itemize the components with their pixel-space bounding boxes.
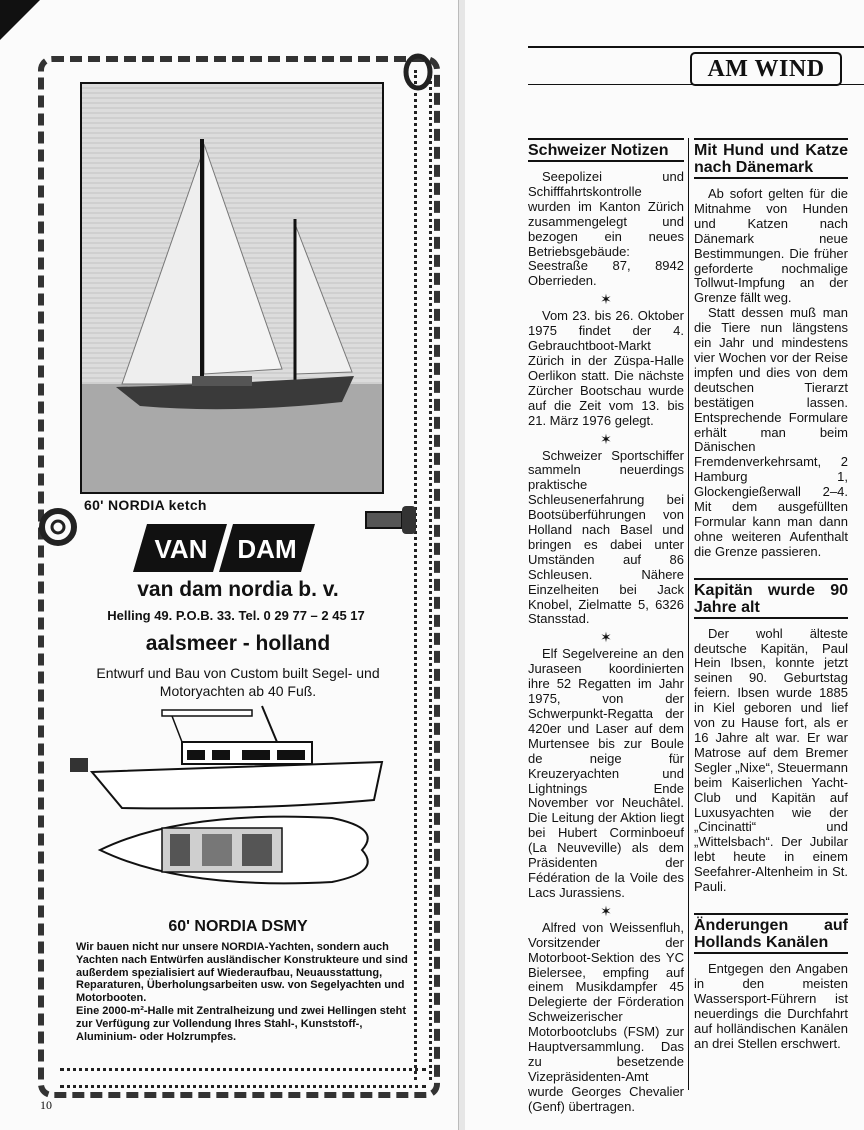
section-hollands-kanaelen bbox=[694, 913, 848, 1051]
heading-hund-katze: Mit Hund und Katze nach Dänemark bbox=[694, 138, 848, 179]
section-hund-katze bbox=[694, 138, 848, 560]
chain-border-right bbox=[414, 70, 432, 1080]
article-paragraph: Alfred von Weissenfluh, Vorsitzender der Motorboot-Sektion des YC Bielersee, empfing auf einem Musikdampfer 45 Delegierte der Förderation Schweizerischer Motorbootclubs (FSM) zur Hauptversammlung. Das zu besetzende Vizepräsidenten-Amt wurde Georges Chevalier (Genf) übertragen. bbox=[528, 919, 684, 1114]
chain-border-bottom bbox=[60, 1068, 426, 1088]
ad-body-text bbox=[76, 941, 416, 1043]
header-rule-bottom bbox=[528, 84, 864, 85]
article-paragraph: Seepolizei und Schifffahrtskontrolle wurden im Kanton Zürich zusammengelegt und bezogen ein neues Betriebsgebäude: Seestraße 87, 8942 Oberrieden. bbox=[528, 169, 684, 289]
heading-kapitaen: Kapitän wurde 90 Jahre alt bbox=[694, 578, 848, 619]
star-separator: ✶ bbox=[600, 291, 612, 308]
rope-ring-icon bbox=[36, 505, 80, 549]
star-separator: ✶ bbox=[600, 629, 612, 646]
page-spine bbox=[458, 0, 465, 1130]
article-paragraph: Schweizer Sportschiffer sammeln neuerdings praktische Schleusenerfahrung bei Bootsüberführungen von Holland nach Basel und bringen es dabei unter Umständen auf 86 Schleusen. Nähere Einzelheiten bei Jack Knobel, Zielmatte 5, 6326 Stansstad. bbox=[528, 447, 684, 627]
company-description: Entwurf und Bau von Custom built Segel- und Motoryachten ab 40 Fuß. bbox=[96, 665, 380, 699]
article-paragraph: Vom 23. bis 26. Oktober 1975 findet der 4. Gebrauchtboot-Markt Zürich in der Züspa-Halle Oerlikon statt. Die nächste Zürcher Bootschau wurde auf die Zeit vom 13. bis 21. März 1976 gelegt. bbox=[528, 308, 684, 428]
section-label: AM WIND bbox=[690, 52, 842, 86]
ketch-photo bbox=[80, 82, 384, 494]
company-city: aalsmeer - holland bbox=[145, 632, 331, 655]
logo-text-left: VAN bbox=[154, 534, 208, 564]
article-paragraph: Statt dessen muß man die Tiere nun längstens ein Jahr und mindestens vier Wochen vor der Reise impfen und dies von dem deutschen Tierarzt bestätigen lassen. Entsprechende Formulare erhält man beim Dänischen Fremdenverkehrsamt, 2 Hamburg 1, Glockengießerwall 2–4. Mit dem ausgefüllten Formular kann man dann ohne weiteren Aufenthalt die Grenze passieren. bbox=[694, 305, 848, 559]
article-paragraph: Ab sofort gelten für die Mitnahme von Hunden und Katzen nach Dänemark neue Bestimmungen. Die früher geforderte nochmalige Tollwut-Impfung an der Grenze fällt weg. bbox=[694, 186, 848, 306]
company-address: Helling 49. P.O.B. 33. Tel. 0 29 77 – 2 45 17 bbox=[107, 608, 365, 623]
page-corner bbox=[0, 0, 40, 40]
article-paragraph: Elf Segelvereine an den Juraseen koordinierten ihre 52 Regatten im Jahr 1975, von der Schwerpunkt-Regatta der 420er und Laser auf dem Murtensee bis zur Boule de neige für Kreuzeryachten und Lightnings Ende November vor Neuchâtel. Die Leitung der Aktion liegt bei Hubert Corminboeuf (La Neuveville) als dem Präsidenten der Fédération de la Voile des Lacs Jurassiens. bbox=[528, 646, 684, 900]
shackle-icon bbox=[362, 500, 422, 540]
section-kapitaen bbox=[694, 578, 848, 895]
logo-text-right: DAM bbox=[237, 534, 297, 564]
heading-schweizer-notizen: Schweizer Notizen bbox=[528, 138, 684, 162]
ad-paragraph-2: Eine 2000-m²-Halle mit Zentralheizung und zwei Hellingen steht zur Verfügung zur Vollendung Ihres Stahl-, Kunststoff-, Aluminium- oder Holzrumpfes. bbox=[76, 1004, 407, 1043]
column-left bbox=[528, 138, 684, 1115]
van-dam-logo bbox=[133, 524, 315, 572]
sailing-ketch-illustration bbox=[82, 84, 382, 492]
header-rule-top bbox=[528, 46, 864, 48]
article-paragraph: Der wohl älteste deutsche Kapitän, Paul Hein Ibsen, konnte jetzt seinen 90. Geburtstag feiern. Ibsen wurde 1885 in Kiel geboren und lief von zu Hause fort, als er 16 Jahre alt war. Er war Matrose auf dem Bremer Segler „Nixe“, Steuermann beim Kaiserlichen Yacht-Club und Kapitän auf Luxusyachten wie der „Cincinatti“ und „Wittelsbach“. Der Jubilar lebt heute in einem Seefahrer-Altenheim in St. Pauli. bbox=[694, 625, 848, 895]
company-name: van dam nordia b. v. bbox=[137, 578, 339, 601]
column-right bbox=[694, 138, 848, 1061]
motoryacht-drawing bbox=[62, 700, 402, 920]
article-paragraph: Entgegen den Angaben in den meisten Wassersport-Führern ist neuerdings die Durchfahrt auf holländischen Kanälen an drei Stellen erschwert. bbox=[694, 960, 848, 1051]
ketch-caption: 60' NORDIA ketch bbox=[84, 497, 207, 513]
dsmy-caption: 60' NORDIA DSMY bbox=[168, 918, 308, 935]
star-separator: ✶ bbox=[600, 902, 612, 919]
page-number: 10 bbox=[40, 1098, 52, 1112]
column-divider bbox=[688, 138, 689, 1090]
ad-paragraph-1: Wir bauen nicht nur unsere NORDIA-Yachten, sondern auch Yachten nach Entwürfen ausländischer Konstrukteure und sind außerdem spezialisiert auf Wiederaufbau, Neuausstattung, Reparaturen, Überholungsarbeiten usw. von Segelyachten und Motorbooten. bbox=[76, 941, 408, 1005]
heading-hollands-kanaelen: Änderungen auf Hollands Kanälen bbox=[694, 913, 848, 954]
star-separator: ✶ bbox=[600, 430, 612, 447]
chain-link-icon bbox=[400, 52, 436, 92]
